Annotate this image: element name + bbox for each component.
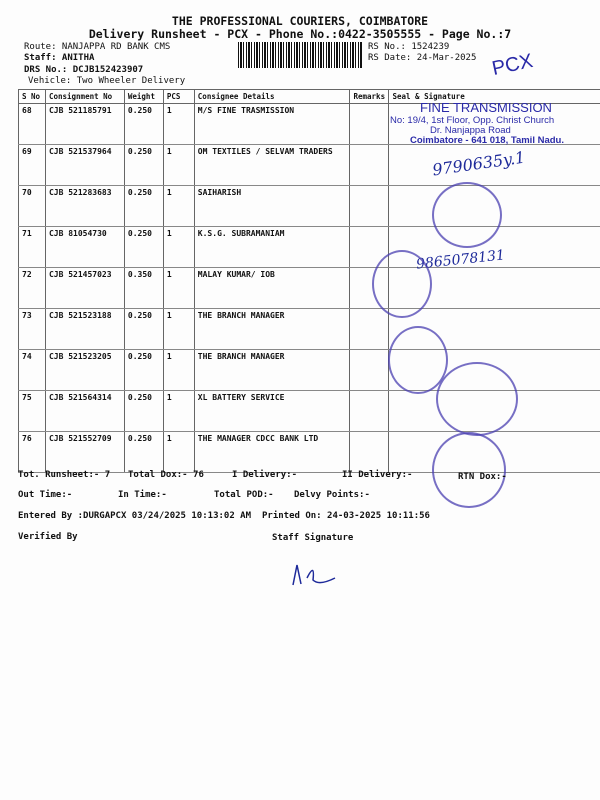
cell-pcs: 1 [163,350,194,391]
cell-weight: 0.250 [124,350,163,391]
route: Route: NANJAPPA RD BANK CMS [24,42,171,52]
cell-pcs: 1 [163,104,194,145]
round-seal-stamp [436,362,518,436]
round-seal-stamp [372,250,432,318]
cell-consignment-no: CJB 521552709 [45,432,124,473]
cell-pcs: 1 [163,391,194,432]
stamp-address-2: Dr. Nanjappa Road [430,125,511,136]
cell-sno: 68 [19,104,46,145]
cell-remarks [350,309,389,350]
cell-sno: 70 [19,186,46,227]
cell-pcs: 1 [163,186,194,227]
cell-weight: 0.250 [124,391,163,432]
cell-weight: 0.250 [124,309,163,350]
handwritten-phone-2: 9865078131 [415,247,506,273]
stamp-company-name: FINE TRANSMISSION [420,100,552,115]
col-consignment: Consignment No [45,90,124,104]
cell-remarks [350,432,389,473]
cell-consignment-no: CJB 521523205 [45,350,124,391]
cell-sno: 76 [19,432,46,473]
round-seal-stamp [432,432,506,508]
table-row [19,309,600,350]
company-title: THE PROFESSIONAL COURIERS, COIMBATORE [171,14,429,28]
pcx-stamp: PCX [490,49,535,81]
round-seal-stamp [432,182,502,248]
cell-consignee: OM TEXTILES / SELVAM TRADERS [194,145,350,186]
cell-consignee: THE BRANCH MANAGER [194,309,350,350]
cell-weight: 0.250 [124,227,163,268]
cell-sno: 75 [19,391,46,432]
cell-sno: 71 [19,227,46,268]
i-delivery: I Delivery:- [232,470,298,480]
stamp-address-3: Coimbatore - 641 018, Tamil Nadu. [410,135,564,146]
col-seal: Seal & Signature [389,90,600,104]
cell-consignee: THE BRANCH MANAGER [194,350,350,391]
rtn-dox: RTN Dox:- [458,472,507,482]
cell-remarks [350,145,389,186]
cell-consignment-no: CJB 81054730 [45,227,124,268]
cell-remarks [350,350,389,391]
cell-pcs: 1 [163,145,194,186]
staff-signature [285,560,345,590]
tot-runsheet: Tot. Runsheet:- 7 [18,470,111,480]
ii-delivery: II Delivery:- [342,470,413,480]
cell-remarks [350,104,389,145]
staff-signature-label: Staff Signature [272,533,354,543]
cell-sno: 69 [19,145,46,186]
staff: Staff: ANITHA [24,53,95,63]
col-weight: Weight [124,90,163,104]
cell-pcs: 1 [163,227,194,268]
cell-consignee: M/S FINE TRASMISSION [194,104,350,145]
vehicle: Vehicle: Two Wheeler Delivery [28,76,186,86]
total-dox: Total Dox:- 76 [128,470,204,480]
cell-consignment-no: CJB 521457023 [45,268,124,309]
cell-weight: 0.250 [124,145,163,186]
cell-consignment-no: CJB 521283683 [45,186,124,227]
cell-remarks [350,186,389,227]
entered-by: Entered By :DURGAPCX 03/24/2025 10:13:02 AM [18,511,251,521]
col-sno: S No [19,90,46,104]
rs-date: RS Date: 24-Mar-2025 [368,53,477,63]
cell-sno: 72 [19,268,46,309]
drs-number: DRS No.: DCJB152423907 [24,65,144,75]
table-row [19,186,600,227]
col-pcs: PCS [163,90,194,104]
table-row [19,432,600,473]
verified-by: Verified By [18,532,78,542]
table-row [19,268,600,309]
cell-consignment-no: CJB 521185791 [45,104,124,145]
col-remarks: Remarks [350,90,389,104]
cell-consignee: SAIHARISH [194,186,350,227]
cell-consignee: THE MANAGER CDCC BANK LTD [194,432,350,473]
cell-consignment-no: CJB 521564314 [45,391,124,432]
cell-pcs: 1 [163,268,194,309]
cell-pcs: 1 [163,309,194,350]
total-pod: Total POD:- [214,490,274,500]
cell-consignee: K.S.G. SUBRAMANIAM [194,227,350,268]
in-time: In Time:- [118,490,167,500]
cell-remarks [350,391,389,432]
col-consignee: Consignee Details [194,90,350,104]
cell-weight: 0.250 [124,186,163,227]
printed-on: Printed On: 24-03-2025 10:11:56 [262,511,430,521]
cell-sno: 73 [19,309,46,350]
cell-sno: 74 [19,350,46,391]
stamp-address-1: No: 19/4, 1st Floor, Opp. Christ Church [390,115,555,126]
delvy-points: Delvy Points:- [294,490,370,500]
out-time: Out Time:- [18,490,73,500]
cell-weight: 0.250 [124,432,163,473]
handwritten-phone-1: 9790635y.1 [431,147,527,180]
cell-consignee: XL BATTERY SERVICE [194,391,350,432]
rs-number: RS No.: 1524239 [368,42,450,52]
cell-consignee: MALAY KUMAR/ IOB [194,268,350,309]
table-row [19,227,600,268]
barcode [238,42,362,68]
cell-consignment-no: CJB 521537964 [45,145,124,186]
runsheet-subtitle: Delivery Runsheet - PCX - Phone No.:0422-3505555 - Page No.:7 [88,27,512,41]
cell-pcs: 1 [163,432,194,473]
cell-weight: 0.350 [124,268,163,309]
cell-weight: 0.250 [124,104,163,145]
cell-consignment-no: CJB 521523188 [45,309,124,350]
